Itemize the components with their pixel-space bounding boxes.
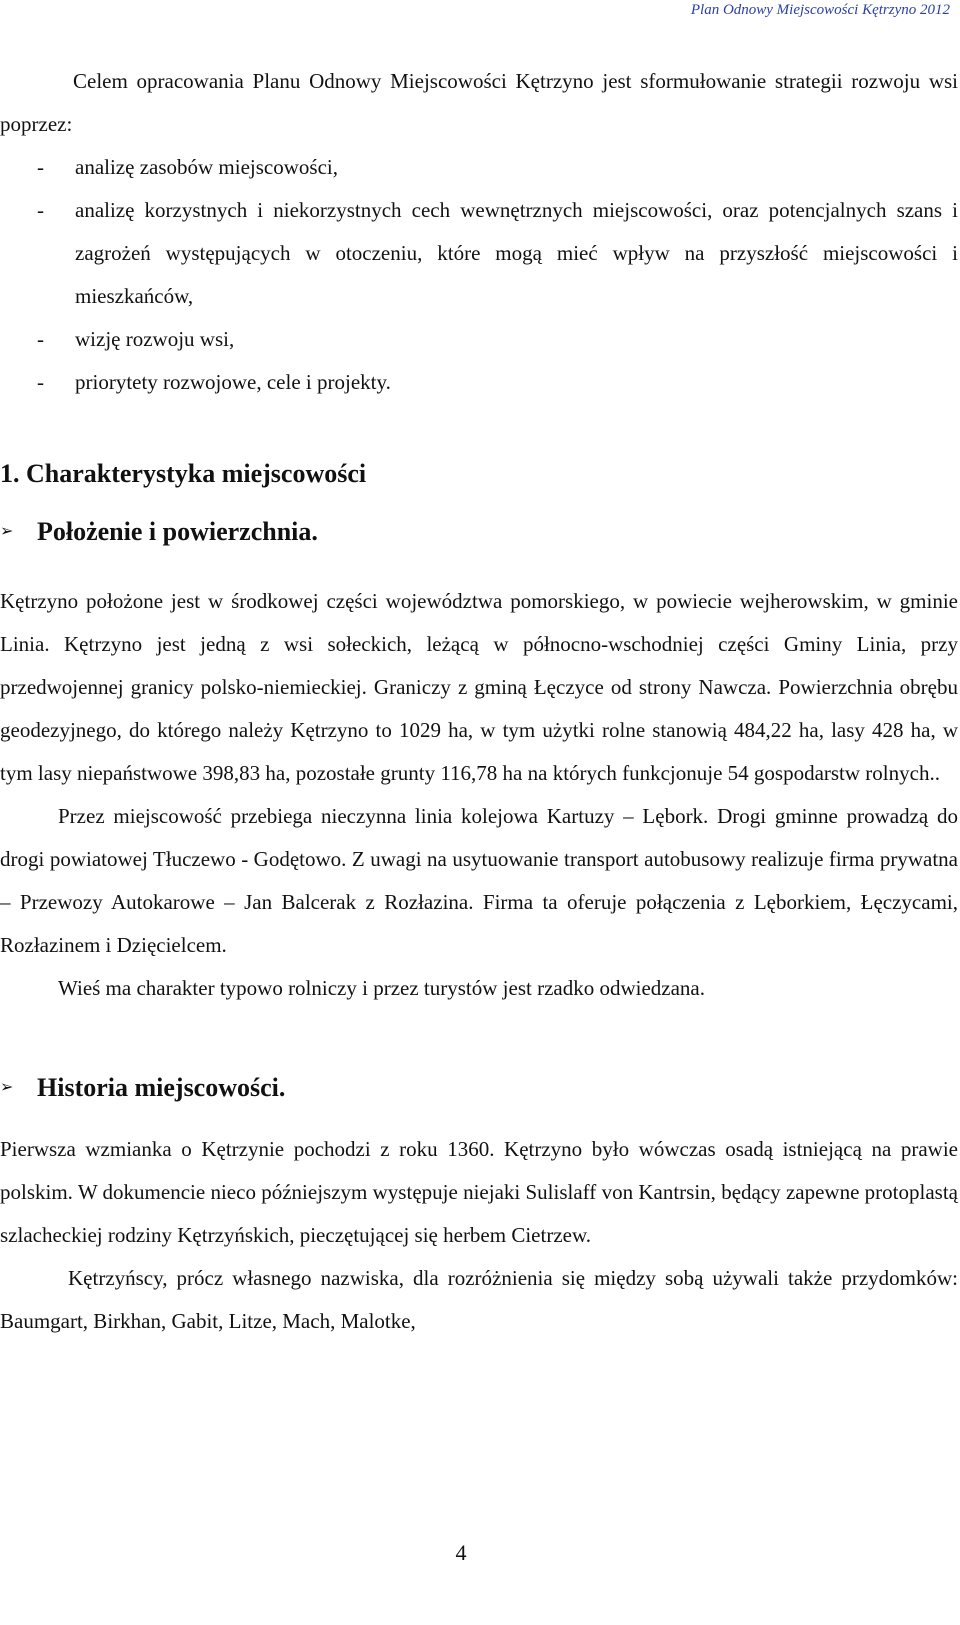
subsection-title: Położenie i powierzchnia. [37, 517, 318, 546]
family-paragraph: Kętrzyńscy, prócz własnego nazwiska, dla rozróżnienia się między sobą używali także przydomków: Baumgart, Birkhan, Gabit, Litze, Mach, Malotke, [0, 1266, 958, 1333]
arrow-bullet-icon: ➢ [0, 1079, 14, 1096]
document-page [0, 60, 958, 1343]
subsection-title: Historia miejscowości. [37, 1073, 286, 1102]
intro-lead: Celem opracowania Planu Odnowy Miejscowości Kętrzyno jest sformułowanie strategii rozwoju wsi poprzez: [0, 69, 958, 136]
list-item-text: wizję rozwoju wsi, [75, 327, 235, 351]
transport-paragraph: Przez miejscowość przebiega nieczynna linia kolejowa Kartuzy – Lębork. Drogi gminne prowadzą do drogi powiatowej Tłuczewo - Godętowo. Z uwagi na usytuowanie transport autobusowy realizuje firma prywatna – Przewozy Autokarowe – Jan Balcerak z Rozłazina. Firma ta oferuje połączenia z Lęborkiem, Łęczycami, Rozłazinem i Dzięcielcem. [0, 804, 958, 957]
dash-bullet: - [37, 327, 44, 351]
running-header: Plan Odnowy Miejscowości Kętrzyno 2012 [690, 2, 950, 18]
section-heading: 1. Charakterystyka miejscowości [0, 459, 367, 488]
dash-bullet: - [37, 370, 44, 394]
page-number: 4 [455, 1540, 467, 1565]
list-item-text: analizę korzystnych i niekorzystnych cech wewnętrznych miejscowości, oraz potencjalnych szans i zagrożeń występujących w otoczeniu, które mogą mieć wpływ na przyszłość miejscowości i mieszkańców, [75, 198, 958, 308]
list-item-text: priorytety rozwojowe, cele i projekty. [75, 370, 391, 394]
list-item [0, 189, 958, 318]
list-item-text: analizę zasobów miejscowości, [75, 155, 338, 179]
list-item [0, 361, 958, 404]
history-paragraph: Pierwsza wzmianka o Kętrzynie pochodzi z roku 1360. Kętrzyno było wówczas osadą istniejącą na prawie polskim. W dokumencie nieco późniejszym występuje niejaki Sulislaff von Kantrsin, będący zapewne protoplastą szlacheckiej rodziny Kętrzyńskich, pieczętującej się herbem Cietrzew. [0, 1137, 958, 1247]
subsection-heading-history [0, 1068, 958, 1108]
dash-bullet: - [37, 198, 44, 222]
list-item [0, 146, 958, 189]
dash-bullet: - [37, 155, 44, 179]
location-paragraph: Kętrzyno położone jest w środkowej części województwa pomorskiego, w powiecie wejherowskim, w gminie Linia. Kętrzyno jest jedną z wsi sołeckich, leżącą w północno-wschodniej części Gminy Linia, przy przedwojennej granicy polsko-niemieckiej. Graniczy z gminą Łęczyce od strony Nawcza. Powierzchnia obrębu geodezyjnego, do którego należy Kętrzyno to 1029 ha, w tym użytki rolne stanowią 484,22 ha, lasy 428 ha, w tym lasy niepaństwowe 398,83 ha, pozostałe grunty 116,78 ha na których funkcjonuje 54 gospodarstw rolnych.. [0, 589, 958, 785]
arrow-bullet-icon: ➢ [0, 523, 14, 540]
intro-list [0, 146, 958, 404]
character-paragraph: Wieś ma charakter typowo rolniczy i przez turystów jest rzadko odwiedzana. [58, 976, 705, 1000]
list-item [0, 318, 958, 361]
subsection-heading-location [0, 512, 958, 552]
